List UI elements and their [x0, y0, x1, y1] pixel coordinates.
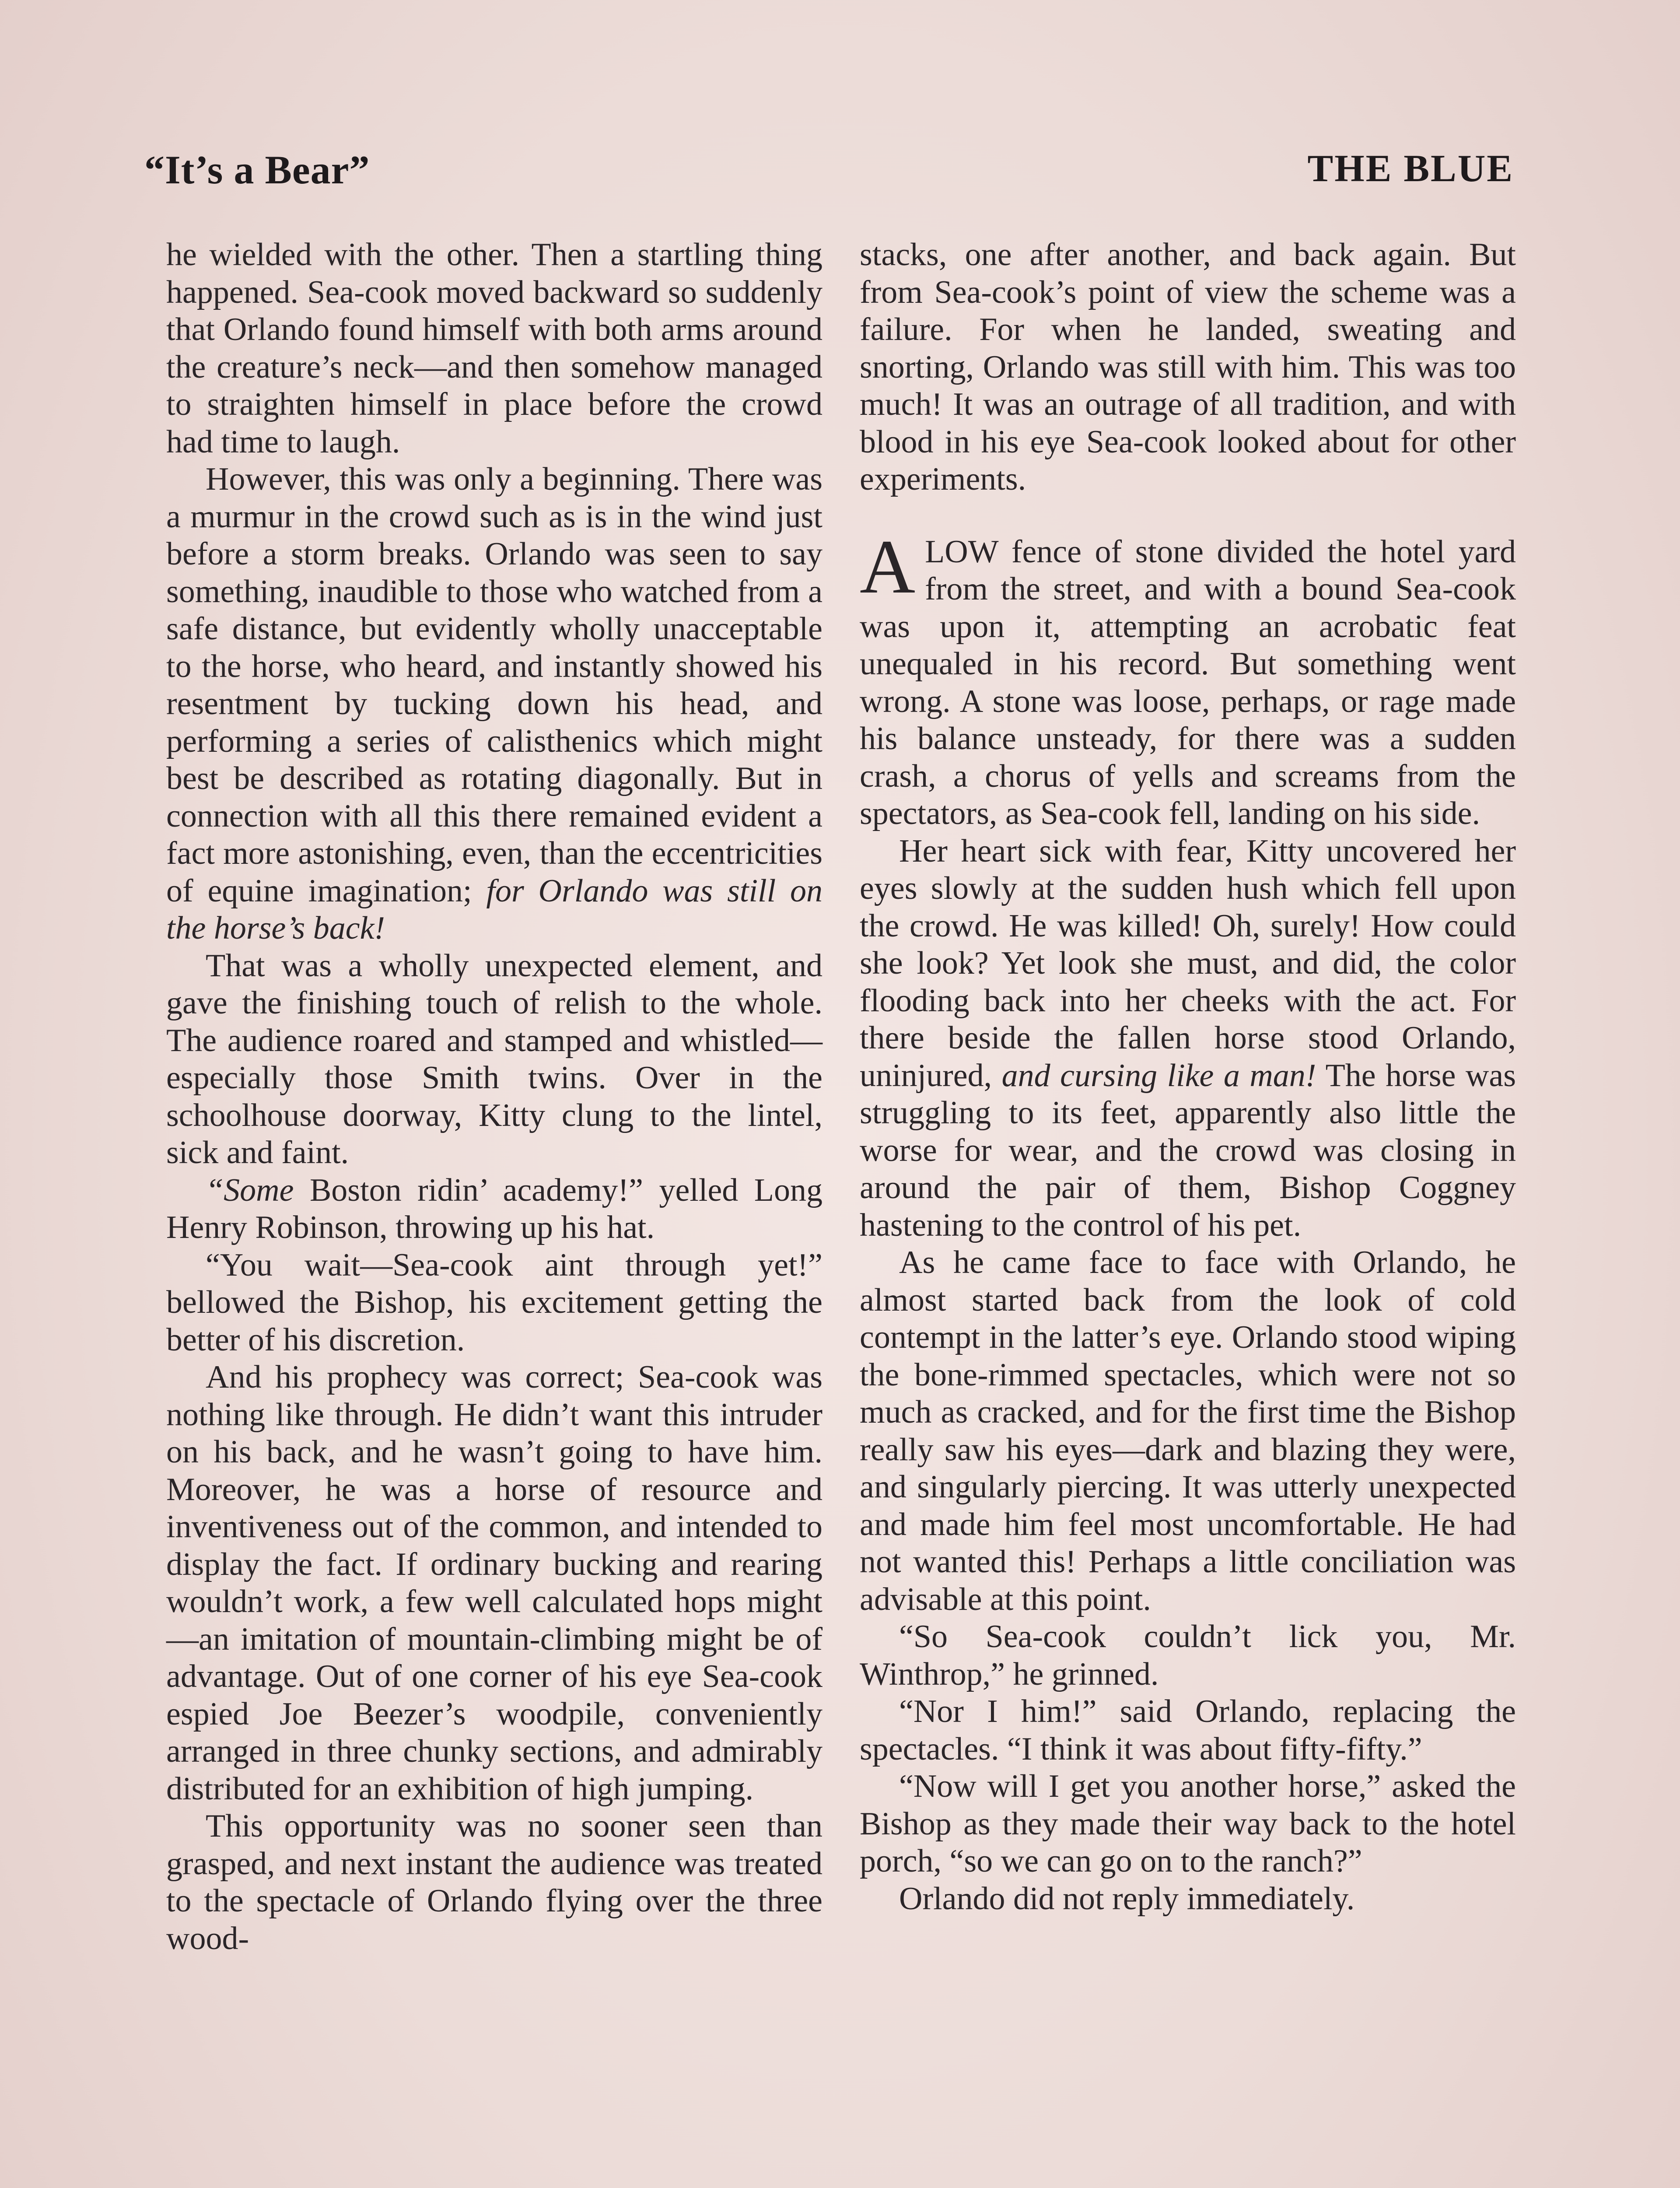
paragraph: However, this was only a beginning. There was a murmur in the crowd such as is in the wind just before a storm breaks. Orlando was seen to say something, inaudible to those who watched from a safe distance, but evidently wholly unacceptable to the horse, who heard, and instantly showed his resentment by tucking down his head, and performing a series of calisthenics which might best be described as rotating diagonally. But in connection with all this there remained evident a fact more astonishing, even, than the eccentricities of equine imagination; for Orlando was still on the horse’s back!	[166, 461, 822, 946]
paragraph: That was a wholly unexpected element, and gave the finishing touch of relish to the whole. The audience roared and stamped and whistled—especially those Smith twins. Over in the schoolhouse doorway, Kitty clung to the lintel, sick and faint.	[166, 947, 822, 1171]
italic-text: for Orlando was still on the horse’s back!	[166, 873, 822, 946]
right-column	[860, 236, 1516, 1918]
paragraph: This opportunity was no sooner seen than grasped, and next instant the audience was treated to the spectacle of Orlando flying over the three wood-	[166, 1808, 822, 1957]
running-header-title: “It’s a Bear”	[144, 147, 370, 192]
paragraph: Orlando did not reply immediately.	[899, 1880, 1355, 1917]
drop-cap: A	[860, 524, 916, 610]
paragraph: Her heart sick with fear, Kitty uncovered her eyes slowly at the sudden hush which fell upon the crowd. He was killed! Oh, surely! How could she look? Yet look she must, and did, the color flooding back into her cheeks with the act. For there beside the fallen horse stood Orlando, uninjured, and cursing like a man! The horse was struggling to its feet, apparently also little the worse for wear, and the crowd was closing in around the pair of them, Bishop Coggney hastening to the control of his pet.	[860, 833, 1516, 1243]
paragraph: And his prophecy was correct; Sea-cook was nothing like through. He didn’t want this intruder on his back, and he wasn’t going to have him. Moreover, he was a horse of resource and inventiveness out of the common, and intended to display the fact. If ordinary bucking and rearing wouldn’t work, a few well calculated hops might—an imitation of mountain-climbing might be of advantage. Out of one corner of his eye Sea-cook espied Joe Beezer’s woodpile, conveniently arranged in three chunky sections, and admirably distributed for an exhibition of high jumping.	[166, 1359, 822, 1807]
paragraph: ALOW fence of stone divided the hotel yard from the street, and with a bound Sea-cook was upon it, attempting an acrobatic feat unequaled in his record. But something went wrong. A stone was loose, perhaps, or rage made his balance unsteady, for there was a sudden crash, a chorus of yells and screams from the spectators, as Sea-cook fell, landing on his side.	[860, 524, 1516, 831]
paragraph: “Some Boston ridin’ academy!” yelled Long Henry Robinson, throwing up his hat.	[166, 1172, 822, 1245]
left-column	[166, 236, 822, 1957]
paragraph: “You wait—Sea-cook aint through yet!” bellowed the Bishop, his excitement getting the better of his discretion.	[166, 1247, 822, 1358]
paragraph: he wielded with the other. Then a startling thing happened. Sea-cook moved backward so suddenly that Orlando found himself with both arms around the creature’s neck—and then somehow managed to straighten himself in place before the crowd had time to laugh.	[166, 237, 822, 460]
italic-text: “Some	[206, 1172, 294, 1208]
running-header-magazine: THE BLUE	[1307, 147, 1514, 190]
paragraph: “Now will I get you another horse,” asked the Bishop as they made their way back to the hotel porch, “so we can go on to the ranch?”	[860, 1768, 1516, 1879]
paragraph: “So Sea-cook couldn’t lick you, Mr. Winthrop,” he grinned.	[860, 1619, 1516, 1692]
paragraph: stacks, one after another, and back again. But from Sea-cook’s point of view the scheme was a failure. For when he landed, sweating and snorting, Orlando was still with him. This was too much! It was an outrage of all tradition, and with blood in his eye Sea-cook looked about for other experiments.	[860, 237, 1516, 497]
paragraph: “Nor I him!” said Orlando, replacing the spectacles. “I think it was about fifty-fifty.”	[860, 1694, 1516, 1767]
italic-text: and cursing like a man!	[1001, 1057, 1316, 1094]
paragraph: As he came face to face with Orlando, he almost started back from the look of cold contempt in the latter’s eye. Orlando stood wiping the bone-rimmed spectacles, which were not so much as cracked, and for the first time the Bishop really saw his eyes—dark and blazing they were, and singularly piercing. It was utterly unexpected and made him feel most uncomfortable. He had not wanted this! Perhaps a little conciliation was advisable at this point.	[860, 1245, 1516, 1617]
